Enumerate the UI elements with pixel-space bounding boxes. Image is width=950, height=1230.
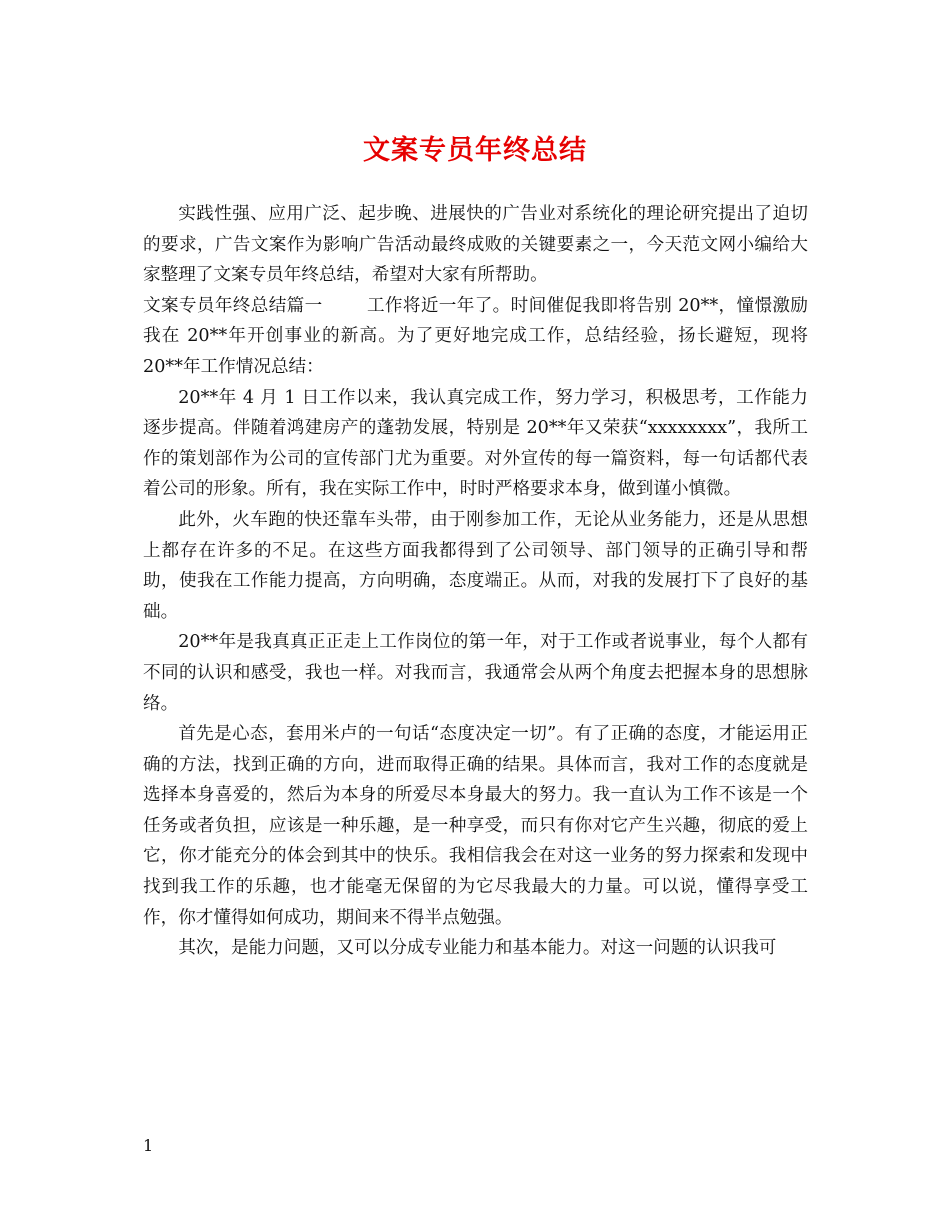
body-paragraph-first-year: 20**年是我真真正正走上工作岗位的第一年，对于工作或者说事业，每个人都有不同的认识和感受，我也一样。对我而言，我通常会从两个角度去把握本身的思想脉络。 — [143, 632, 808, 714]
intro-paragraph: 实践性强、应用广泛、起步晚、进展快的广告业对系统化的理论研究提出了迫切的要求，广告文案作为影响广告活动最终成败的关键要素之一，今天范文网小编给大家整理了文案专员年终总结，希望对大家有所帮助。 — [143, 204, 808, 286]
page-number: 1 — [143, 1136, 154, 1155]
section-lead-text: 工作将近一年了。时间催促我即将告别 20**，憧憬激励我在 20**年开创事业的新高。为了更好地完成工作，总结经验，扬长避短，现将 20**年工作情况总结： — [143, 295, 808, 377]
section-heading-paragraph — [143, 291, 808, 383]
body-paragraph-ability: 其次，是能力问题，又可以分成专业能力和基本能力。对这一问题的认识我可 — [178, 938, 777, 959]
body-paragraph-attitude: 首先是心态，套用米卢的一句话“态度决定一切”。有了正确的态度，才能运用正确的方法，找到正确的方向，进而取得正确的结果。具体而言，我对工作的态度就是选择本身喜爱的，然后为本身的所爱尽本身最大的努力。我一直认为工作不该是一个任务或者负担，应该是一种乐趣，是一种享受，而只有你对它产生兴趣，彻底的爱上它，你才能充分的体会到其中的快乐。我相信我会在对这一业务的努力探索和发现中找到我工作的乐趣，也才能毫无保留的为它尽我最大的力量。可以说，懂得享受工作，你才懂得如何成功，期间来不得半点勉强。 — [143, 724, 808, 928]
body-paragraph-guidance: 此外，火车跑的快还靠车头带，由于刚参加工作，无论从业务能力，还是从思想上都存在许多的不足。在这些方面我都得到了公司领导、部门领导的正确引导和帮助，使我在工作能力提高，方向明确，态度端正。从而，对我的发展打下了良好的基础。 — [143, 509, 808, 622]
document-body — [143, 199, 808, 964]
section-label: 文案专员年终总结篇一 — [143, 295, 323, 316]
body-paragraph-start-date: 20**年 4 月 1 日工作以来，我认真完成工作，努力学习，积极思考，工作能力逐步提高。伴随着鸿建房产的蓬勃发展，特别是 20**年又荣获“xxxxxxxx”，我所工作的策划部作为公司的宣传部门尤为重要。对外宣传的每一篇资料，每一句话都代表着公司的形象。所有，我在实际工作中，时时严格要求本身，做到谨小慎微。 — [143, 387, 808, 500]
document-title: 文案专员年终总结 — [363, 135, 587, 166]
